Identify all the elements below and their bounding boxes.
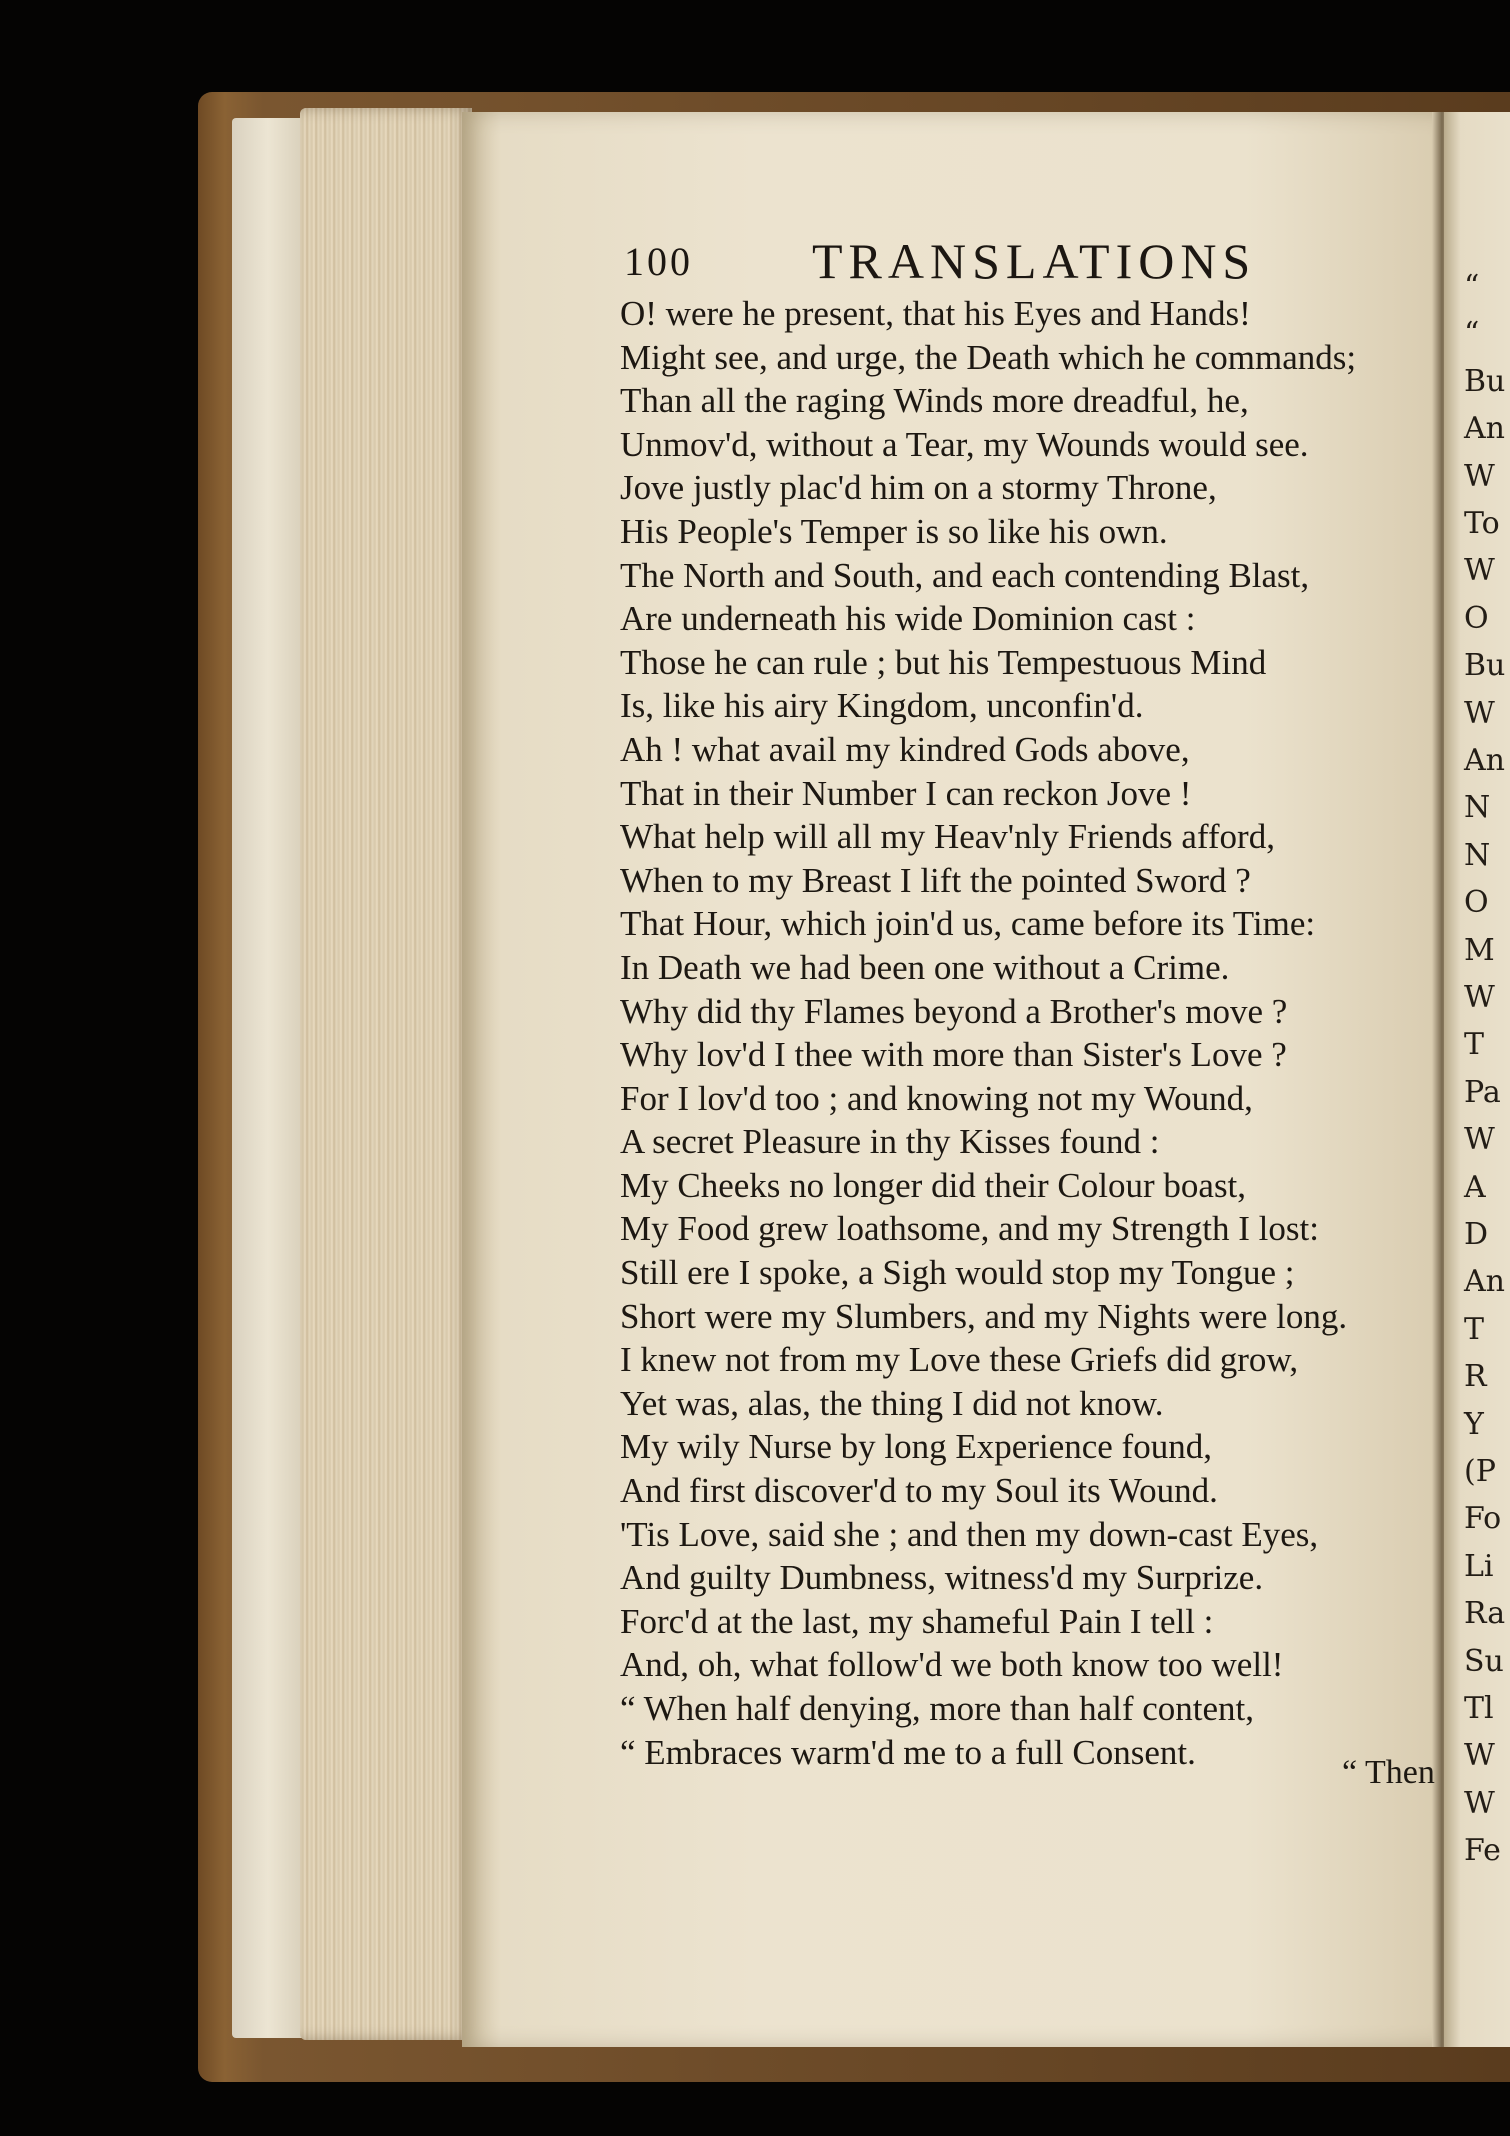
poem-line: When to my Breast I lift the pointed Sword ? [620,860,1251,900]
facing-page-line-start: Ra [1464,1596,1506,1632]
catchword: “ Then [1342,1754,1435,1791]
facing-page-line-start: To [1464,506,1500,541]
poem-line: That Hour, which join'd us, came before its Time: [620,904,1316,944]
poem-line: Might see, and urge, the Death which he commands; [620,337,1357,377]
facing-page-line-start: W [1464,1785,1495,1821]
facing-page-line-start: Y [1464,1406,1484,1442]
poem-line: For I lov'd too ; and knowing not my Wound, [620,1078,1253,1118]
poem-line: Still ere I spoke, a Sigh would stop my Tongue ; [620,1253,1295,1293]
facing-page-line-start: (P [1464,1454,1496,1489]
poem-line: My Food grew loathsome, and my Strength I lost: [620,1209,1319,1249]
poem-text [620,292,1440,1774]
poem-line: Jove justly plac'd him on a stormy Throne, [620,468,1217,508]
poem-line: 'Tis Love, said she ; and then my down-cast Eyes, [620,1514,1319,1554]
poem-line: Yet was, alas, the thing I did not know. [620,1383,1164,1423]
facing-page-line-start: An [1464,411,1505,447]
facing-page-line-start: Su [1464,1643,1504,1679]
poem-line: The North and South, and each contending Blast, [620,555,1310,595]
poem-line: His People's Temper is so like his own. [620,511,1168,551]
poem-line: Those he can rule ; but his Tempestuous Mind [620,642,1267,682]
facing-page-line-start: W [1464,1122,1495,1158]
facing-page-line-start: R [1464,1359,1487,1395]
poem-line: And, oh, what follow'd we both know too well! [620,1645,1284,1685]
facing-page-line-start: “ [1464,269,1480,304]
facing-page-line-start: Fo [1464,1501,1502,1537]
facing-page-line-start: A [1464,1169,1486,1205]
poem-line: And guilty Dumbness, witness'd my Surprize. [620,1558,1264,1598]
facing-page-line-start: An [1464,743,1505,778]
poem-line: Short were my Slumbers, and my Nights were long. [620,1296,1348,1336]
page-number: 100 [624,239,693,284]
facing-page-line-start: N [1464,790,1491,826]
facing-page-line-start: T [1464,1027,1485,1063]
facing-page-line-start: Tl [1464,1691,1494,1726]
page-edges [300,108,472,2040]
poem-line: Ah ! what avail my kindred Gods above, [620,729,1190,769]
facing-page-line-start: O [1464,600,1489,636]
facing-page-line-start: Pa [1464,1074,1501,1110]
facing-page-line-start: W [1464,458,1495,494]
poem-line: My wily Nurse by long Experience found, [620,1427,1212,1467]
facing-page-line-start: Fe [1464,1833,1501,1869]
poem-line: Is, like his airy Kingdom, unconfin'd. [620,686,1144,726]
poem-line: Are underneath his wide Dominion cast : [620,599,1196,639]
facing-page-line-start: “ [1464,316,1480,352]
poem-line: I knew not from my Love these Griefs did grow, [620,1340,1299,1380]
poem-line: Why lov'd I thee with more than Sister's Love ? [620,1035,1287,1075]
poem-line: In Death we had been one without a Crime. [620,947,1230,987]
facing-page-line-start: W [1464,980,1495,1015]
poem-line: My Cheeks no longer did their Colour boast, [620,1165,1247,1205]
facing-page-line-start: N [1464,837,1491,873]
facing-page-line-start: Li [1464,1548,1494,1584]
poem-line: Why did thy Flames beyond a Brother's move ? [620,991,1288,1031]
facing-page-fragment [1444,112,1510,2047]
poem-line: That in their Number I can reckon Jove ! [620,773,1192,813]
poem-line: O! were he present, that his Eyes and Hands! [620,294,1251,333]
facing-page-line-start: W [1464,1738,1495,1774]
facing-page-line-start: An [1464,1264,1505,1300]
facing-page-line-start: T [1464,1311,1485,1347]
poem-line: “ When half denying, more than half content, [620,1689,1254,1728]
poem-line: “ Embraces warm'd me to a full Consent. [620,1732,1196,1772]
facing-page-line-start: Bu [1464,648,1506,684]
facing-page-line-start: W [1464,553,1495,589]
poem-line: What help will all my Heav'nly Friends afford, [620,817,1275,857]
facing-page-line-start: D [1464,1217,1489,1252]
page-header [624,232,1344,289]
poem-line: Unmov'd, without a Tear, my Wounds would see. [620,424,1309,464]
poem-line: Than all the raging Winds more dreadful, he, [620,381,1249,421]
facing-page-line-start: M [1464,932,1495,968]
poem-line: Forc'd at the last, my shameful Pain I tell : [620,1601,1214,1641]
facing-page-line-start: W [1464,695,1495,731]
running-title: TRANSLATIONS [812,233,1257,289]
poem-line: A secret Pleasure in thy Kisses found : [620,1122,1160,1162]
facing-page-line-start: Bu [1464,363,1506,399]
poem-line: And first discover'd to my Soul its Wound. [620,1471,1218,1511]
facing-page-line-start: O [1464,885,1489,921]
